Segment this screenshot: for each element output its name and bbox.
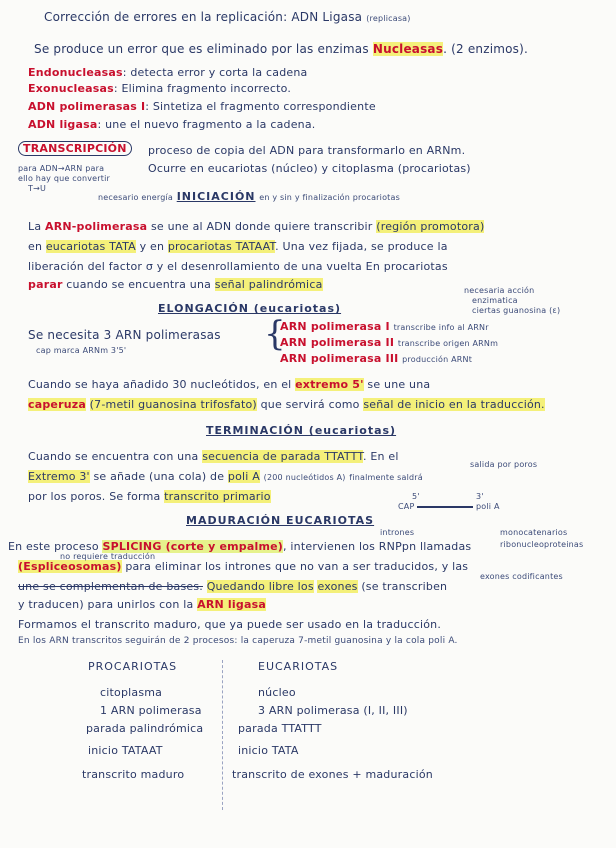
maduracion-line	[18, 598, 266, 611]
text: . Una vez fijada, se produce la	[275, 240, 448, 253]
text: . En el	[362, 450, 399, 463]
arn-ligasa-term: ARN ligasa	[197, 598, 266, 611]
intro-suffix: . (2 enzimos).	[443, 42, 529, 56]
iniciacion-line	[28, 260, 448, 273]
iniciacion-line	[28, 240, 448, 253]
text: para	[125, 560, 152, 573]
terminacion-title: TERMINACIÓN (eucariotas)	[206, 424, 397, 437]
margin-note: ribonucleoproteinas	[500, 540, 584, 549]
table-cell-left: citoplasma	[100, 686, 163, 699]
splicing-term: SPLICING (corte y empalme)	[102, 540, 284, 553]
transcript-diagram	[398, 502, 500, 511]
def-text: : detecta error y corta la cadena	[122, 66, 308, 79]
senal-inicio: señal de inicio en la traducción.	[363, 398, 545, 411]
table-right-head: EUCARIOTAS	[258, 660, 339, 673]
terminacion-line	[28, 490, 271, 503]
parar-term: parar	[28, 278, 63, 291]
def-text: : Elimina fragmento incorrecto.	[113, 82, 292, 95]
heading-post-note: en y sin y finalización procariotas	[259, 193, 400, 202]
margin-note: monocatenarios	[500, 528, 568, 537]
text: cuando se encuentra una	[66, 278, 212, 291]
def-term: Exonucleasas	[28, 82, 114, 95]
def-item	[28, 66, 308, 79]
caperuza-detail: (7-metil guanosina trifosfato)	[89, 398, 257, 411]
caperuza-line	[28, 378, 430, 391]
iniciacion-title: INICIACIÓN	[176, 190, 256, 203]
heading-note: (replicasa)	[366, 14, 411, 23]
eucariotas-tata: eucariotas TATA	[45, 240, 136, 253]
text: que no van a ser	[274, 560, 371, 573]
def-item	[28, 118, 315, 131]
text: En este proceso	[8, 540, 99, 553]
transcripcion-term: TRANSCRIPCIÓN	[18, 141, 132, 156]
polimerasa-name: ARN polimerasa III	[280, 352, 399, 365]
poli-a-term: poli A	[227, 470, 260, 483]
procariotas-tataat: procariotas TATAAT	[167, 240, 276, 253]
table-cell-left: transcrito maduro	[82, 768, 185, 781]
side-note: T→U	[28, 184, 47, 193]
transcrito-primario: transcrito primario	[164, 490, 271, 503]
polimerasa-name: ARN polimerasa II	[280, 336, 395, 349]
maduracion-line	[18, 580, 447, 593]
text: y traducen) para	[18, 598, 114, 611]
text: (se transcriben	[361, 580, 448, 593]
margin-note: ciertas guanosina (ε)	[472, 306, 561, 315]
iniciacion-heading	[98, 190, 400, 203]
text: Quedando libre los	[206, 580, 314, 593]
text: por los poros. Se forma	[28, 490, 161, 503]
text: une se complementan de bases.	[18, 580, 203, 593]
def-text: : Sintetiza el fragmento correspondiente	[145, 100, 376, 113]
caperuza-line	[28, 398, 545, 411]
text: (200 nucleótidos A)	[263, 473, 346, 482]
elongacion-title: ELONGACIÓN (eucariotas)	[158, 302, 342, 315]
text: se une una	[367, 378, 431, 391]
brace-icon: {	[264, 314, 286, 354]
text: liberación del factor σ y el desenrollamiento de una vuelta	[28, 260, 362, 273]
extremo-3-term: Extremo 3'	[28, 470, 90, 483]
elongacion-heading	[158, 302, 341, 315]
margin-note: intrones	[380, 528, 415, 537]
text: Cuando se haya añadido 30 nucleótidos, en el	[28, 378, 292, 391]
table-divider	[222, 660, 223, 810]
table-cell-left: 1 ARN polimerasa	[100, 704, 202, 717]
text: , intervienen los RNPpn llamadas	[283, 540, 472, 553]
iniciacion-line	[28, 220, 484, 233]
polimerasa-name: ARN polimerasa I	[280, 320, 390, 333]
text: En procariotas	[365, 260, 448, 273]
polimerasa-desc: transcribe origen ARNm	[397, 339, 499, 348]
polimerasa-desc: transcribe info al ARNr	[393, 323, 489, 332]
transcripcion-label	[18, 142, 132, 155]
def-item	[28, 100, 376, 113]
text: que servirá como	[260, 398, 360, 411]
maduracion-line	[18, 560, 468, 573]
intro-line	[34, 42, 528, 56]
text: finalmente saldrá	[349, 473, 423, 482]
transcripcion-def: proceso de copia del ADN para transformarlo en ARNm.	[148, 144, 466, 157]
table-cell-left: inicio TATAAT	[88, 744, 163, 757]
margin-note: enzimatica	[472, 296, 518, 305]
secuencia-parada: secuencia de parada TTATTT	[202, 450, 363, 463]
table-cell-right: parada TTATTT	[238, 722, 322, 735]
margin-note: exones codificantes	[480, 572, 563, 581]
maduracion-heading	[186, 514, 374, 527]
table-cell-right: núcleo	[258, 686, 296, 699]
table-cell-right: transcrito de exones + maduración	[232, 768, 433, 781]
def-term: ADN polimerasas I	[28, 100, 146, 113]
margin-note: necesaria acción	[464, 286, 535, 295]
terminacion-line	[28, 470, 423, 483]
text: se une al ADN donde quiere transcribir	[150, 220, 373, 233]
table-cell-right: inicio TATA	[238, 744, 299, 757]
transcripcion-where: Ocurre en eucariotas (núcleo) y citoplasma (procariotas)	[148, 162, 471, 175]
transcrito-maduro-line: Formamos el transcrito maduro, que ya puede ser usado en la traducción.	[18, 618, 442, 631]
nucleasas-term: Nucleasas	[372, 42, 444, 56]
three-prime-label: 3'	[476, 492, 484, 501]
caperuza-term: caperuza	[28, 398, 86, 411]
five-prime-label: 5'	[412, 492, 420, 501]
def-item	[28, 82, 291, 95]
postprocess-note: En los ARN transcritos seguirán de 2 procesos: la caperuza 7-metil guanosina y la cola poli A.	[18, 636, 458, 646]
table-cell-left: parada palindrómica	[86, 722, 204, 735]
margin-note: salida por poros	[470, 460, 538, 469]
heading-pre-note: necesario energía	[98, 193, 173, 202]
terminacion-heading	[206, 424, 396, 437]
extremo-5-term: extremo 5'	[295, 378, 364, 391]
terminacion-line	[28, 450, 399, 463]
exones-term: exones	[317, 580, 358, 593]
espliceosomas-term: (Espliceosomas)	[18, 560, 122, 573]
heading-text: Corrección de errores en la replicación: ADN Ligasa	[44, 10, 363, 24]
text: se añade (una cola) de	[93, 470, 225, 483]
polimerasa-item	[280, 352, 472, 365]
intro-text: Se produce un error que es eliminado por las enzimas	[34, 42, 369, 56]
margin-note: no requiere traducción	[60, 552, 156, 561]
def-text: : une el nuevo fragmento a la cadena.	[97, 118, 316, 131]
senal-palindromica: señal palindrómica	[214, 278, 323, 291]
polimerasa-item	[280, 320, 489, 333]
side-note: para ADN→ARN para	[18, 164, 105, 173]
text: eliminar los intrones	[154, 560, 272, 573]
table-cell-right: 3 ARN polimerasa (I, II, III)	[258, 704, 408, 717]
region-promotora: (región promotora)	[376, 220, 485, 233]
text: , y las	[434, 560, 469, 573]
text: en	[28, 240, 43, 253]
cap-label: CAP	[398, 502, 415, 511]
poli-a-label: poli A	[475, 502, 500, 511]
text: traducidos	[374, 560, 435, 573]
text: y en	[139, 240, 165, 253]
def-term: ADN ligasa	[28, 118, 98, 131]
elongacion-need: Se necesita 3 ARN polimerasas	[28, 328, 221, 342]
strand-icon	[417, 506, 473, 508]
table-left-head: PROCARIOTAS	[88, 660, 178, 673]
text: unirlos con la	[117, 598, 194, 611]
arn-polimerasa-term: ARN-polimerasa	[44, 220, 148, 233]
side-note: ello hay que convertir	[18, 174, 111, 183]
elongacion-subnote: cap marca ARNm 3'5'	[36, 346, 127, 355]
polimerasa-item	[280, 336, 498, 349]
text: La	[28, 220, 42, 233]
text: Cuando se encuentra con una	[28, 450, 199, 463]
polimerasa-desc: producción ARNt	[402, 355, 473, 364]
page-heading	[44, 10, 411, 24]
def-term: Endonucleasas	[28, 66, 123, 79]
maduracion-title: MADURACIÓN EUCARIOTAS	[186, 514, 375, 527]
iniciacion-line	[28, 278, 323, 291]
